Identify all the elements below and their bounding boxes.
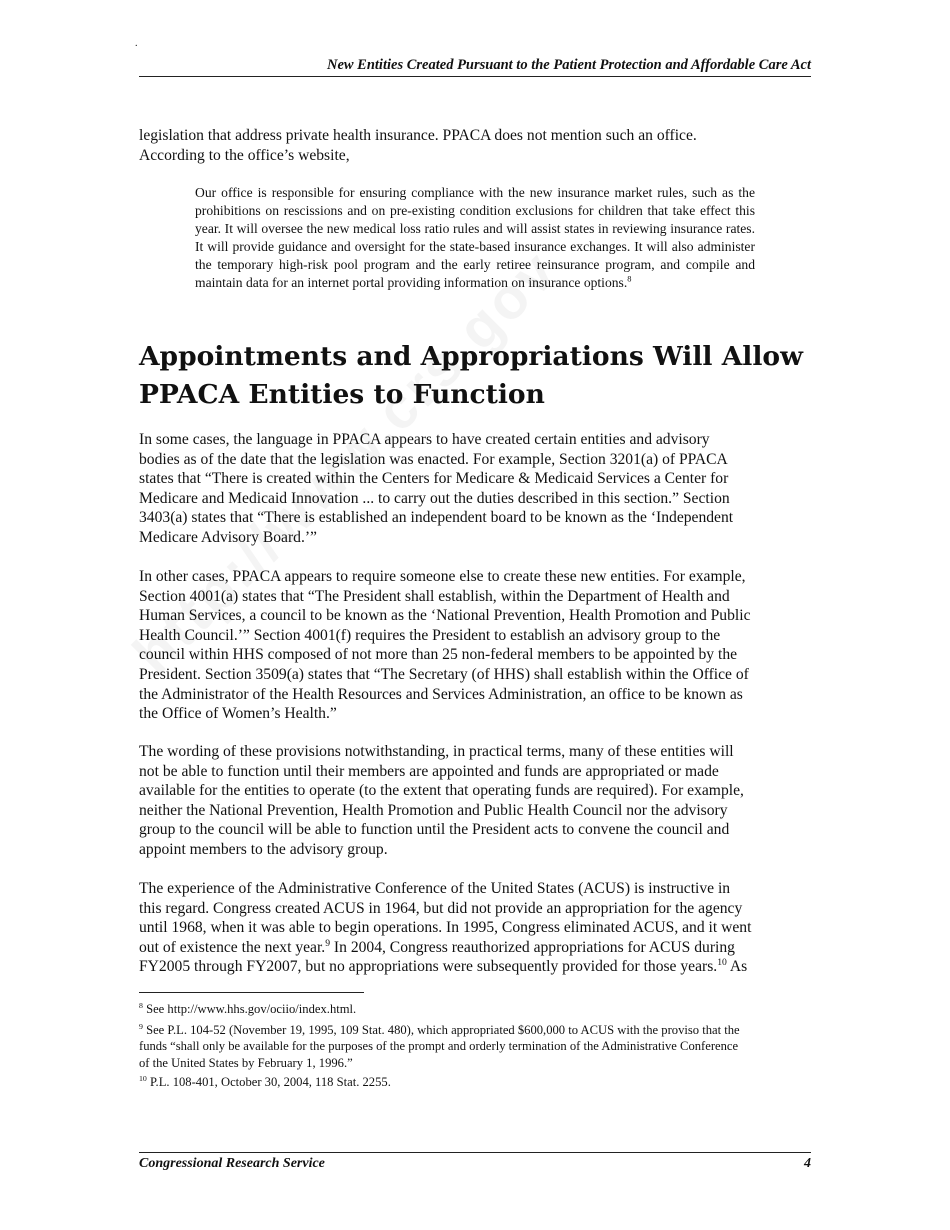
paragraph-3: The wording of these provisions notwithstanding, in practical terms, many of these entities will not be able to function until their members are appointed and funds are appropriated or made available for the entities to operate (to the extent that operating funds are required). For example, neither the National Prevention, Health Promotion and Public Health Council nor the advisory group to the council will be able to function until the President acts to convene the council and appoint members to the advisory group. — [139, 743, 744, 858]
page-footer — [139, 1152, 811, 1172]
paragraph-1: In some cases, the language in PPACA appears to have created certain entities and advisory bodies as of the date that the legislation was enacted. For example, Section 3201(a) of PPACA states that “There is created within the Centers for Medicare & Medicaid Services a Center for Medicare and Medicaid Innovation ... to carry out the duties described in this section.” Section 3403(a) states that “There is established an independent board to be known as the ‘Independent Medicare Advisory Board.’” — [139, 431, 734, 546]
corner-mark: . — [135, 38, 138, 49]
footnote-8-link[interactable]: See http://www.hhs.gov/ociio/index.html. — [146, 1002, 357, 1016]
intro-paragraph: legislation that address private health insurance. PPACA does not mention such an office. According to the office’s website, — [139, 127, 697, 164]
footer-source: Congressional Research Service — [139, 1156, 325, 1171]
footnote-separator — [139, 992, 364, 993]
page-number: 4 — [804, 1156, 811, 1171]
paragraph-4: The experience of the Administrative Conference of the United States (ACUS) is instructive in this regard. Congress created ACUS in 1964, but did not provide an appropriation for the agency until 1968, when it was able to begin operations. In 1995, Congress eliminated ACUS, and it went out of existence the next year.$^9$ In 2004, Congress reauthorized appropriations for ACUS during FY2005 through FY2007, but no appropriations were subsequently provided for those years.$^{10}$ As — [139, 880, 752, 976]
section-heading: Appointments and Appropriations Will Allow PPACA Entities to Function — [139, 341, 803, 410]
footnote-9: $^9$ See P.L. 104-52 (November 19, 1995, 109 Stat. 480), which appropriated $600,000 to ACUS with the proviso that the funds “shall only be available for the purposes of the prompt and orderly termination of the Administrative Conference of the United States by February 1, 1996.” — [139, 1021, 740, 1070]
block-quote: Our office is responsible for ensuring compliance with the new insurance market rules, such as the prohibitions on rescissions and on pre-existing condition exclusions for children that take effect this year. It will oversee the new medical loss ratio rules and will assist states in reviewing insurance rates. It will provide guidance and oversight for the state-based insurance exchanges. It will also administer the temporary high-risk pool program and the early retiree reinsurance program, and compile and maintain data for an internet portal providing information on insurance options.$^8$ — [195, 185, 755, 290]
footnote-8: $^8$ See http://www.hhs.gov/ociio/index.html. — [139, 1000, 357, 1016]
footnote-ref-10[interactable]: 10 — [717, 957, 727, 969]
paragraph-2: In other cases, PPACA appears to require someone else to create these new entities. For example, Section 4001(a) states that “The President shall establish, within the Department of Health and Human Services, a council to be known as the ‘National Prevention, Health Promotion and Public Health Council.’” Section 4001(f) requires the President to establish an advisory group to the council within HHS composed of not more than 25 non-federal members to be appointed by the President. Section 3509(a) states that “The Secretary (of HHS) shall establish within the Office of the Administrator of the Health Resources and Services Administration, an office to be known as the Office of Women’s Health.” — [139, 568, 751, 723]
running-header: New Entities Created Pursuant to the Patient Protection and Affordable Care Act — [139, 57, 811, 77]
footnote-ref-9[interactable]: 9 — [325, 937, 331, 949]
footnote-ref-8[interactable]: 8 — [627, 273, 632, 283]
footnote-10: $^{10}$ P.L. 108-401, October 30, 2004, 118 Stat. 2255. — [139, 1073, 391, 1089]
